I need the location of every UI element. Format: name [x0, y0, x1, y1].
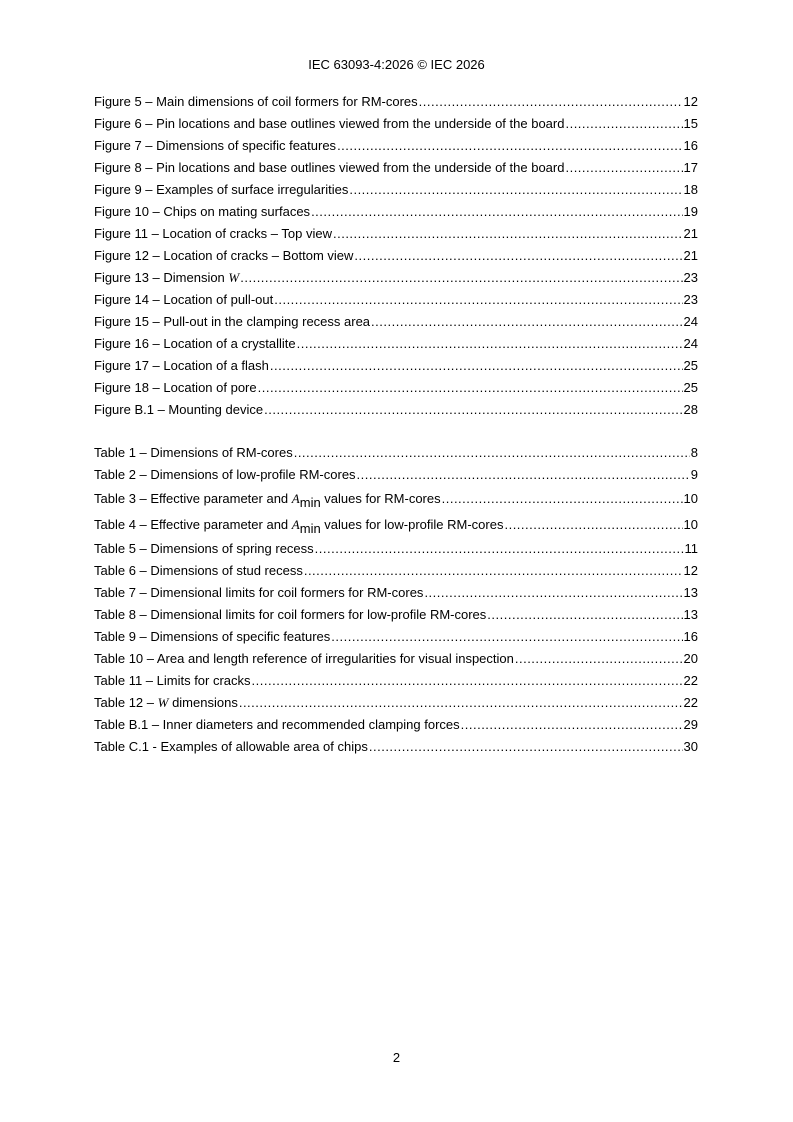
- subscript-min: min: [299, 521, 321, 536]
- dot-leader: [239, 695, 683, 711]
- entry-title-prefix: Figure 13 – Dimension: [94, 270, 229, 285]
- page-number: 16: [683, 138, 698, 153]
- toc-entry[interactable]: [94, 541, 698, 563]
- entry-title: Table B.1 – Inner diameters and recommended clamping forces: [94, 717, 460, 732]
- entry-title: Table 6 – Dimensions of stud recess: [94, 563, 303, 578]
- dot-leader: [461, 717, 683, 733]
- page-number: 13: [683, 607, 698, 622]
- page-number: 28: [683, 402, 698, 417]
- entry-title: Figure B.1 – Mounting device: [94, 402, 264, 417]
- page-number: 19: [683, 204, 698, 219]
- entry-title: Figure 17 – Location of a flash: [94, 358, 269, 373]
- toc-entry[interactable]: [94, 116, 698, 138]
- toc-entry[interactable]: [94, 402, 698, 424]
- entry-title: Figure 11 – Location of cracks – Top view: [94, 226, 332, 241]
- page-number: 21: [683, 226, 698, 241]
- entry-title: Figure 12 – Location of cracks – Bottom view: [94, 248, 354, 263]
- entry-title: Table 7 – Dimensional limits for coil formers for RM-cores: [94, 585, 424, 600]
- page-number: 22: [683, 695, 698, 710]
- toc-entry[interactable]: [94, 695, 698, 717]
- dot-leader: [270, 358, 683, 374]
- toc-entry[interactable]: [94, 204, 698, 226]
- page-header: IEC 63093-4:2026 © IEC 2026: [308, 57, 485, 72]
- list-of-tables: [94, 445, 698, 761]
- page-number: 10: [683, 517, 698, 532]
- page-number: 8: [690, 445, 698, 460]
- dot-leader: [333, 226, 683, 242]
- entry-title-suffix: values for RM-cores: [320, 491, 441, 506]
- toc-entry[interactable]: [94, 182, 698, 204]
- dot-leader: [349, 182, 682, 198]
- page-number: 12: [683, 563, 698, 578]
- toc-entry[interactable]: [94, 467, 698, 489]
- page-number: 11: [684, 541, 698, 556]
- dot-leader: [419, 94, 683, 110]
- page-number: 29: [683, 717, 698, 732]
- toc-entry[interactable]: [94, 739, 698, 761]
- entry-title: Figure 9 – Examples of surface irregularities: [94, 182, 349, 197]
- entry-title: Figure 7 – Dimensions of specific features: [94, 138, 337, 153]
- entry-title: Table 8 – Dimensional limits for coil formers for low-profile RM-cores: [94, 607, 487, 622]
- dot-leader: [354, 248, 682, 264]
- entry-title-suffix: values for low-profile RM-cores: [320, 517, 504, 532]
- entry-title: [94, 695, 238, 711]
- dot-leader: [565, 160, 682, 176]
- page-number: 20: [683, 651, 698, 666]
- toc-entry[interactable]: [94, 138, 698, 160]
- toc-entry[interactable]: [94, 673, 698, 695]
- entry-title: Table 5 – Dimensions of spring recess: [94, 541, 314, 556]
- page-number: 25: [683, 358, 698, 373]
- toc-entry[interactable]: [94, 336, 698, 358]
- symbol-a: A: [291, 517, 300, 532]
- entry-title: Figure 18 – Location of pore: [94, 380, 257, 395]
- dot-leader: [297, 336, 683, 352]
- subscript-min: min: [299, 495, 321, 510]
- toc-entry[interactable]: [94, 489, 698, 515]
- entry-title: Figure 5 – Main dimensions of coil formers for RM-cores: [94, 94, 418, 109]
- page-number: 21: [683, 248, 698, 263]
- entry-title-prefix: Table 4 – Effective parameter and: [94, 517, 292, 532]
- dot-leader: [294, 445, 690, 461]
- dot-leader: [357, 467, 690, 483]
- entry-title: [94, 270, 239, 286]
- dot-leader: [424, 585, 682, 601]
- toc-entry[interactable]: [94, 292, 698, 314]
- dot-leader: [515, 651, 683, 667]
- entry-title: Table C.1 - Examples of allowable area of chips: [94, 739, 368, 754]
- toc-entry[interactable]: [94, 380, 698, 402]
- page-number: 22: [683, 673, 698, 688]
- dot-leader: [487, 607, 682, 623]
- entry-title: Figure 16 – Location of a crystallite: [94, 336, 296, 351]
- dot-leader: [565, 116, 682, 132]
- dot-leader: [331, 629, 682, 645]
- toc-entry[interactable]: [94, 445, 698, 467]
- toc-entry[interactable]: [94, 651, 698, 673]
- page-number: 30: [683, 739, 698, 754]
- toc-entry[interactable]: [94, 358, 698, 380]
- toc-entry[interactable]: [94, 226, 698, 248]
- page-number: 10: [683, 491, 698, 506]
- page-number: 24: [683, 336, 698, 351]
- dot-leader: [311, 204, 682, 220]
- entry-title: Table 11 – Limits for cracks: [94, 673, 251, 688]
- page-number: 17: [683, 160, 698, 175]
- entry-title: Table 1 – Dimensions of RM-cores: [94, 445, 293, 460]
- entry-title: Table 2 – Dimensions of low-profile RM-cores: [94, 467, 356, 482]
- dot-leader: [442, 489, 683, 509]
- entry-title: [94, 515, 503, 539]
- page-number: 15: [683, 116, 698, 131]
- toc-entry[interactable]: [94, 314, 698, 336]
- entry-title: [94, 489, 441, 513]
- entry-title: Table 10 – Area and length reference of irregularities for visual inspection: [94, 651, 514, 666]
- toc-entry[interactable]: [94, 270, 698, 292]
- page-number: 18: [683, 182, 698, 197]
- dot-leader: [504, 515, 682, 535]
- toc-entry[interactable]: [94, 515, 698, 541]
- toc-entry[interactable]: [94, 248, 698, 270]
- page-number: 13: [683, 585, 698, 600]
- page-number: 24: [683, 314, 698, 329]
- page-number: 23: [683, 270, 698, 285]
- dot-leader: [252, 673, 683, 689]
- dot-leader: [337, 138, 682, 154]
- page-number: 9: [690, 467, 698, 482]
- toc-entry[interactable]: [94, 563, 698, 585]
- symbol-a: A: [291, 491, 300, 506]
- toc-entry[interactable]: [94, 717, 698, 739]
- dot-leader: [258, 380, 683, 396]
- dot-leader: [315, 541, 684, 557]
- toc-entry[interactable]: [94, 607, 698, 629]
- entry-title: Figure 10 – Chips on mating surfaces: [94, 204, 311, 219]
- toc-entry[interactable]: [94, 160, 698, 182]
- symbol-w: W: [157, 695, 169, 710]
- list-of-figures: [94, 94, 698, 424]
- dot-leader: [304, 563, 683, 579]
- page-number: 25: [683, 380, 698, 395]
- toc-entry[interactable]: [94, 94, 698, 116]
- symbol-w: W: [228, 270, 240, 285]
- page-number: 12: [683, 94, 698, 109]
- dot-leader: [240, 270, 682, 286]
- entry-title: Table 9 – Dimensions of specific features: [94, 629, 331, 644]
- dot-leader: [369, 739, 683, 755]
- dot-leader: [264, 402, 682, 418]
- entry-title: Figure 8 – Pin locations and base outlines viewed from the underside of the board: [94, 160, 565, 175]
- toc-entry[interactable]: [94, 629, 698, 651]
- dot-leader: [371, 314, 682, 330]
- page-number-footer: 2: [392, 1050, 401, 1065]
- page-number: 23: [683, 292, 698, 307]
- entry-title-suffix: dimensions: [168, 695, 238, 710]
- dot-leader: [274, 292, 682, 308]
- entry-title: Figure 14 – Location of pull-out: [94, 292, 274, 307]
- entry-title-prefix: Table 12 –: [94, 695, 158, 710]
- entry-title: Figure 6 – Pin locations and base outlines viewed from the underside of the board: [94, 116, 565, 131]
- toc-entry[interactable]: [94, 585, 698, 607]
- page-number: 16: [683, 629, 698, 644]
- entry-title-prefix: Table 3 – Effective parameter and: [94, 491, 292, 506]
- entry-title: Figure 15 – Pull-out in the clamping recess area: [94, 314, 371, 329]
